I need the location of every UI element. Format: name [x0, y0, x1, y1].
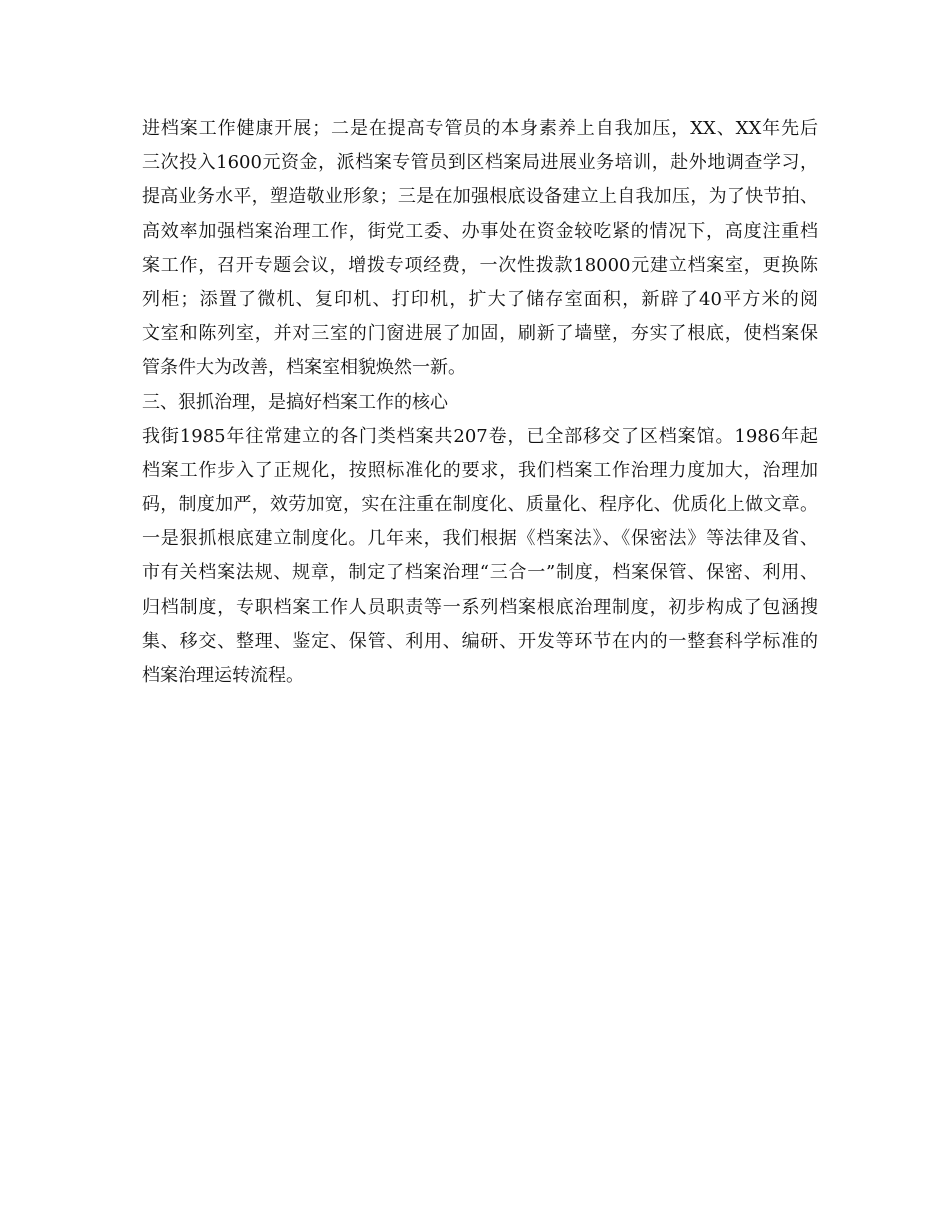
- text-line: 文室和陈列室，并对三室的门窗进展了加固，刷新了墙壁，夯实了根底，使档案保: [142, 323, 818, 345]
- text-line: 提高业务水平，塑造敬业形象；三是在加强根底设备建立上自我加压，为了快节拍、: [142, 186, 818, 208]
- paragraph-archive-management: [142, 420, 818, 694]
- text-line: 三次投入1600元资金，派档案专管员到区档案局进展业务培训，赴外地调查学习，: [142, 152, 818, 174]
- text-line: 集、移交、整理、鉴定、保管、利用、编研、开发等环节在内的一整套科学标准的: [142, 630, 818, 652]
- text-line: 管条件大为改善，档案室相貌焕然一新。: [142, 357, 466, 379]
- text-line: 码，制度加严，效劳加宽，实在注重在制度化、质量化、程序化、优质化上做文章。: [142, 494, 818, 516]
- document-body: [142, 112, 818, 693]
- section-heading: 三、狠抓治理，是搞好档案工作的核心: [142, 391, 448, 413]
- text-line: 档案工作步入了正规化，按照标准化的要求，我们档案工作治理力度加大，治理加: [142, 459, 818, 481]
- text-line: 案工作，召开专题会议，增拨专项经费，一次性拨款18000元建立档案室，更换陈: [142, 254, 818, 276]
- text-line: 市有关档案法规、规章，制定了档案治理“三合一”制度，档案保管、保密、利用、: [142, 562, 818, 584]
- text-line: 高效率加强档案治理工作，街党工委、办事处在资金较吃紧的情况下，高度注重档: [142, 220, 818, 242]
- text-line: 档案治理运转流程。: [142, 665, 304, 686]
- text-line: 进档案工作健康开展；二是在提高专管员的本身素养上自我加压，XX、XX年先后: [142, 118, 818, 139]
- text-line: 归档制度，专职档案工作人员职责等一系列档案根底治理制度，初步构成了包涵搜: [142, 596, 818, 618]
- text-line: 列柜；添置了微机、复印机、打印机，扩大了储存室面积，新辟了40平方米的阅: [142, 288, 818, 310]
- text-line: 我街1985年往常建立的各门类档案共207卷，已全部移交了区档案馆。1986年起: [142, 425, 818, 447]
- text-line: 一是狠抓根底建立制度化。几年来，我们根据《档案法》、《保密法》等法律及省、: [142, 528, 818, 550]
- paragraph-archive-investment: [142, 112, 818, 386]
